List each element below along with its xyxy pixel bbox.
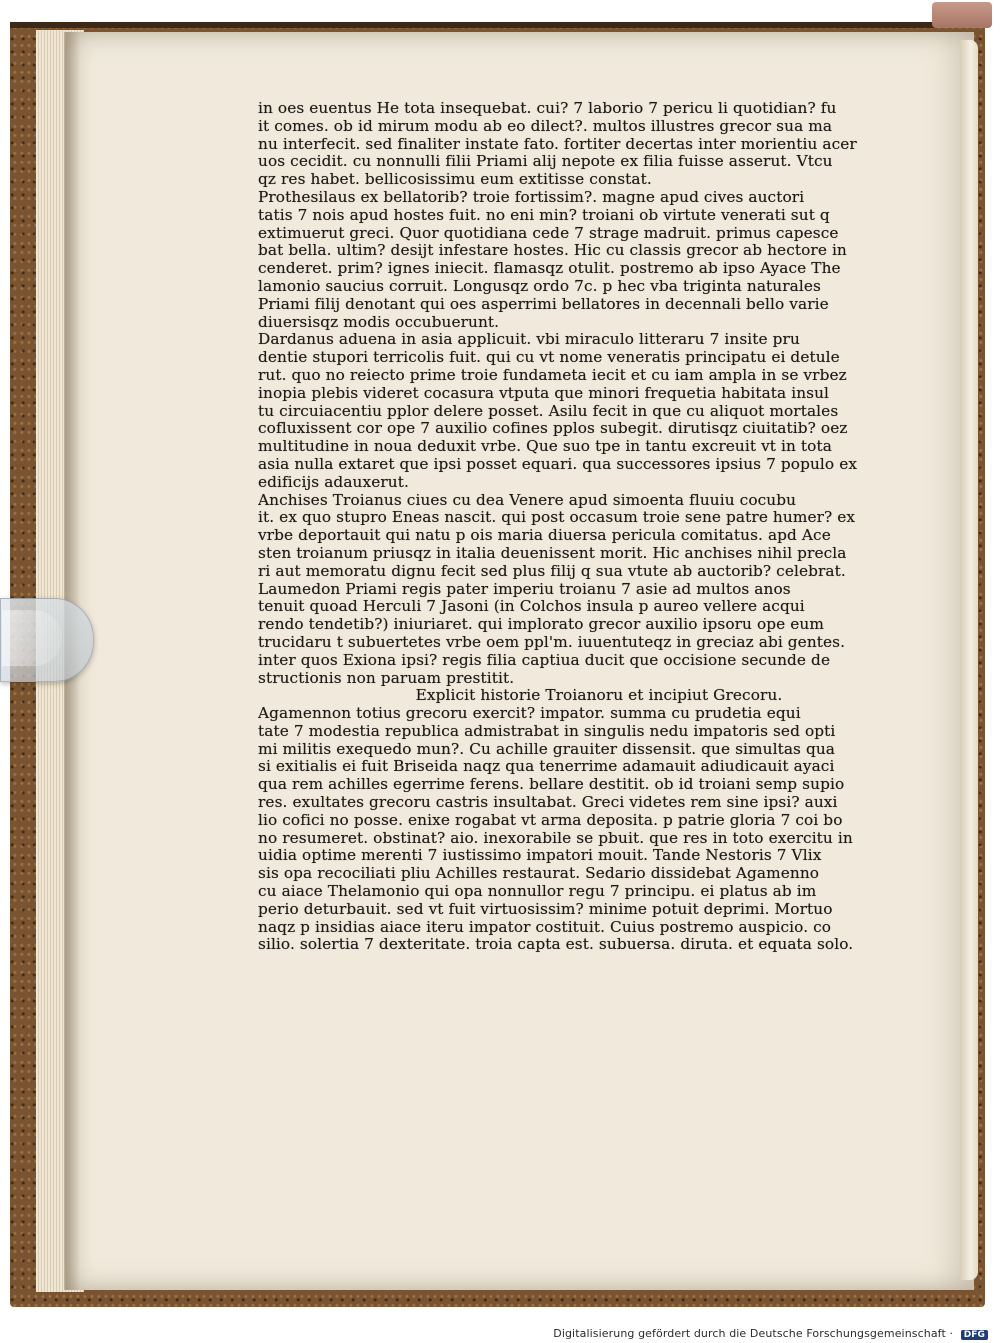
text-line: Priami filij denotant qui oes asperrimi bellatores in decennali bello varie	[258, 295, 829, 313]
text-line: rut. quo no reiecto prime troie fundameta iecit et cu iam ampla in se vrbez	[258, 366, 847, 384]
text-line: edificijs adauxerut.	[258, 473, 409, 491]
text-line: lio cofici no posse. enixe rogabat vt arma deposita. p patrie gloria 7 coi bo	[258, 811, 843, 829]
incunable-text	[258, 100, 880, 954]
text-line: ri aut memoratu dignu fecit sed plus filij q sua vtute ab auctorib? celebrat.	[258, 562, 846, 580]
dfg-logo: DFG	[961, 1330, 988, 1340]
text-line: in oes euentus He tota insequebat. cui? 7 laborio 7 pericu li quotidian? fu	[258, 100, 837, 117]
clip-highlight	[2, 610, 62, 666]
text-line: multitudine in noua deduxit vrbe. Que suo tpe in tantu excreuit vt in tota	[258, 438, 832, 456]
text-line: rendo tendetib?) iniuriaret. qui implorato grecor auxilio ipsoru ope eum	[258, 616, 824, 634]
text-line: Dardanus aduena in asia applicuit. vbi miraculo litteraru 7 insite pru	[258, 331, 800, 349]
text-line: res. exultates grecoru castris insultabat. Greci videtes rem sine ipsi? auxi	[258, 794, 838, 812]
text-line: mi militis exequedo mun?. Cu achille grauiter dissensit. que simultas qua	[258, 740, 836, 758]
text-line: cu aiace Thelamonio qui opa nonnullor regu 7 principu. ei platus ab im	[258, 883, 817, 901]
footer-text: Digitalisierung gefördert durch die Deutsche Forschungsgemeinschaft ·	[553, 1327, 954, 1340]
text-line: uidia optime merenti 7 iustissimo impatori mouit. Tande Nestoris 7 Vlix	[258, 847, 822, 865]
text-line: inter quos Exiona ipsi? regis filia captiua ducit que occisione secunde de	[258, 651, 831, 669]
text-line: tenuit quoad Herculi 7 Jasoni (in Colchos insula p aureo vellere acqui	[258, 598, 805, 616]
text-line: si exitialis ei fuit Briseida naqz qua tenerrime adamauit adiudicauit ayaci	[258, 758, 835, 776]
text-line: lamonio saucius corruit. Longusqz ordo 7c. p hec vba triginta naturales	[258, 277, 821, 295]
text-line: Laumedon Priami regis pater imperiu troianu 7 asie ad multos anos	[258, 580, 791, 598]
text-line: cofluxissent cor ope 7 auxilio cofines pplos subegit. dirutisqz ciuitatib? oez	[258, 420, 848, 438]
text-line: Agamennon totius grecoru exercit? impator. summa cu prudetia equi	[258, 705, 801, 723]
text-line: bat bella. ultim? desijt infestare hostes. Hic cu classis grecor ab hectore in	[258, 242, 847, 260]
text-line: structionis non paruam prestitit.	[258, 669, 515, 687]
text-line: qua rem achilles egerrime ferens. bellare destitit. ob id troiani semp supio	[258, 776, 845, 794]
text-line: tate 7 modestia republica admistrabat in singulis nedu impatoris sed opti	[258, 722, 836, 740]
text-line: diuersisqz modis occubuerunt.	[258, 313, 500, 331]
text-line: Anchises Troianus ciues cu dea Venere apud simoenta fluuiu cocubu	[258, 491, 797, 509]
text-line: asia nulla extaret que ipsi posset equari. qua successores ipsius 7 populo ex	[258, 455, 858, 473]
cover-top-edge	[10, 22, 985, 28]
text-line: sis opa recociliati pliu Achilles restaurat. Sedario dissidebat Agamenno	[258, 865, 820, 883]
text-line: vrbe deportauit qui natu p ois maria diuersa pericula comitatus. apd Ace	[258, 527, 831, 545]
text-line: perio deturbauit. sed vt fuit virtuosissim? minime potuit deprimi. Mortuo	[258, 900, 833, 918]
digitization-footer	[553, 1327, 988, 1340]
text-line: uos cecidit. cu nonnulli filii Priami alij nepote ex filia fuisse asserut. Vtcu	[258, 153, 833, 171]
text-line: tu circuiacentiu pplor delere posset. Asilu fecit in que cu aliquot mortales	[258, 402, 839, 420]
binding-tie	[932, 2, 992, 28]
text-line: trucidaru t subuertetes vrbe oem ppl'm. iuuentuteqz in greciaz abi gentes.	[258, 633, 846, 651]
text-line: dentie stupori terricolis fuit. qui cu vt nome veneratis principatu ei detule	[258, 349, 840, 367]
text-line: naqz p insidias aiace iteru impator costituit. Cuius postremo auspicio. co	[258, 918, 832, 936]
text-line: extimuerut greci. Quor quotidiana cede 7 strage madruit. primus capesce	[258, 224, 839, 242]
text-line: nu interfecit. sed finaliter instate fato. fortiter decertas inter morientiu acer	[258, 135, 857, 153]
page-right-edge	[960, 40, 978, 1280]
text-line: tatis 7 nois apud hostes fuit. no eni min? troiani ob virtute venerati sut q	[258, 206, 830, 224]
text-line: no resumeret. obstinat? aio. inexorabile se pbuit. que res in toto exercitu in	[258, 829, 853, 847]
text-line: sten troianum priusqz in italia deuenissent morit. Hic anchises nihil precla	[258, 544, 847, 562]
text-line: inopia plebis videret cocasura vtputa que minori frequetia habitata insul	[258, 384, 830, 402]
text-line: silio. solertia 7 dexteritate. troia capta est. subuersa. diruta. et equata solo.	[258, 936, 854, 954]
text-line: cenderet. prim? ignes iniecit. flamasqz otulit. postremo ab ipso Ayace The	[258, 260, 841, 278]
text-line: Prothesilaus ex bellatorib? troie fortissim?. magne apud cives auctori	[258, 188, 805, 206]
text-line: qz res habet. bellicosissimu eum extitisse constat.	[258, 171, 652, 189]
section-heading: Explicit historie Troianoru et incipiut Grecoru.	[415, 687, 783, 705]
text-line: it. ex quo stupro Eneas nascit. qui post occasum troie sene patre humer? ex	[258, 509, 856, 527]
text-line: it comes. ob id mirum modu ab eo dilect?. multos illustres grecor sua ma	[258, 117, 833, 135]
